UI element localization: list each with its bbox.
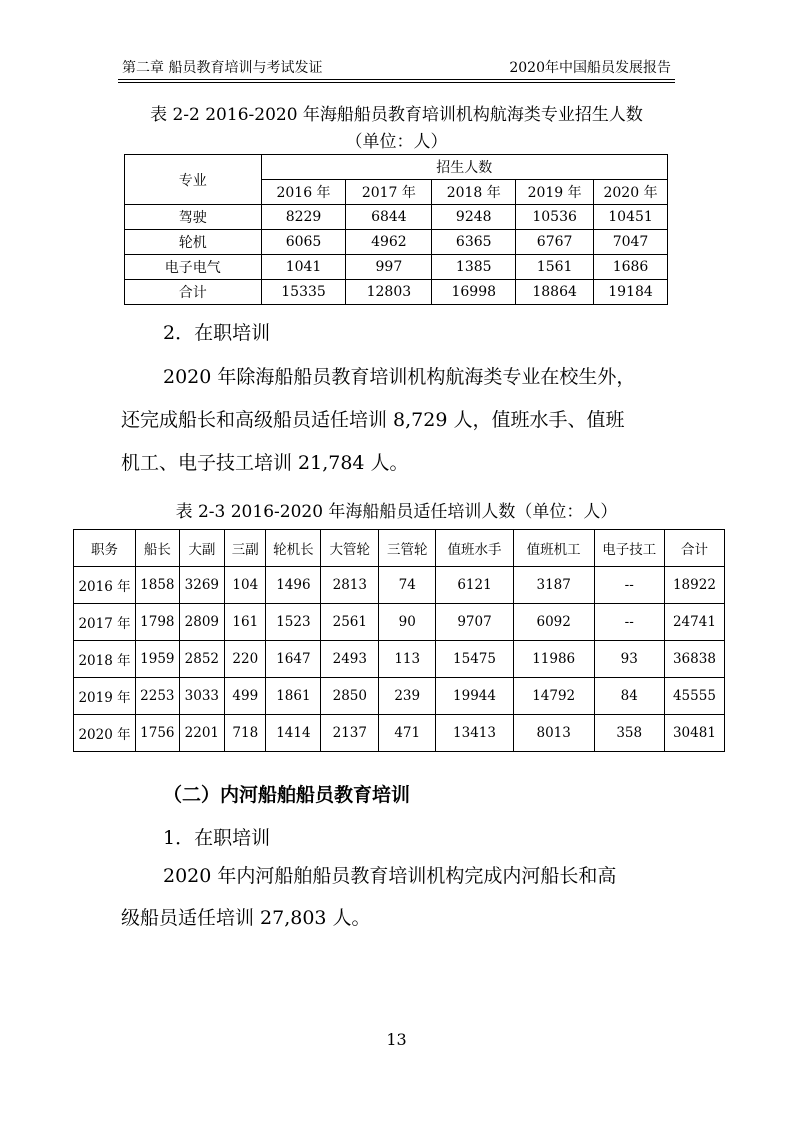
competency-training-table	[73, 529, 725, 752]
table-row	[125, 205, 668, 230]
data-cell: 161	[225, 604, 266, 641]
data-cell: 36838	[664, 641, 724, 678]
data-cell: 2852	[179, 641, 225, 678]
data-cell: 9707	[436, 604, 514, 641]
table22-unit: （单位：人）	[345, 132, 448, 152]
table-row	[125, 230, 668, 255]
data-cell: 1385	[432, 255, 516, 280]
data-cell: 1858	[136, 567, 179, 604]
data-cell: 1798	[136, 604, 179, 641]
data-cell: 499	[225, 678, 266, 715]
data-cell: 1523	[266, 604, 321, 641]
paragraph-line: 2020 年除海船船员教育培训机构航海类专业在校生外，	[163, 366, 636, 388]
data-cell: 718	[225, 715, 266, 752]
row-label: 轮机	[125, 230, 262, 255]
data-cell: 6121	[436, 567, 514, 604]
data-cell: 4962	[346, 230, 432, 255]
data-cell: 8229	[261, 205, 346, 230]
running-header-chapter: 第二章 船员教育培训与考试发证	[122, 60, 323, 76]
data-cell: 3033	[179, 678, 225, 715]
table-row	[74, 604, 725, 641]
data-cell: 10536	[516, 205, 594, 230]
header-rule-thin	[118, 82, 675, 83]
table-header-row	[74, 530, 725, 567]
table-total-row	[125, 280, 668, 305]
data-cell: 11986	[513, 641, 594, 678]
data-cell: 471	[379, 715, 436, 752]
data-cell: 19184	[594, 280, 668, 305]
data-cell: 239	[379, 678, 436, 715]
data-cell: 6092	[513, 604, 594, 641]
data-cell: 6065	[261, 230, 346, 255]
data-cell: 8013	[513, 715, 594, 752]
data-cell: 1861	[266, 678, 321, 715]
section-heading-inservice-inland: 1．在职培训	[163, 827, 271, 849]
data-cell: 12803	[346, 280, 432, 305]
header-cell: 大副	[179, 530, 225, 567]
data-cell: 1959	[136, 641, 179, 678]
data-cell: 2020 年	[74, 715, 136, 752]
data-cell: 84	[594, 678, 664, 715]
data-cell: 1756	[136, 715, 179, 752]
data-cell: --	[594, 567, 664, 604]
data-cell: --	[594, 604, 664, 641]
header-cell: 三副	[225, 530, 266, 567]
data-cell: 1686	[594, 255, 668, 280]
data-cell: 6365	[432, 230, 516, 255]
running-header-report: 2020年中国船员发展报告	[509, 60, 671, 76]
data-cell: 1496	[266, 567, 321, 604]
header-cell: 值班机工	[513, 530, 594, 567]
data-cell: 18864	[516, 280, 594, 305]
row-label: 电子电气	[125, 255, 262, 280]
paragraph-line: 2020 年内河船舶船员教育培训机构完成内河船长和高	[163, 865, 617, 887]
header-cell: 三管轮	[379, 530, 436, 567]
data-cell: 6844	[346, 205, 432, 230]
year-cell: 2018 年	[432, 180, 516, 205]
header-cell: 职务	[74, 530, 136, 567]
header-cell-enrollment: 招生人数	[261, 155, 667, 180]
data-cell: 1041	[261, 255, 346, 280]
table23-caption: 表 2-3 2016-2020 年海船船员适任培训人数（单位：人）	[175, 502, 618, 522]
data-cell: 1561	[516, 255, 594, 280]
data-cell: 113	[379, 641, 436, 678]
data-cell: 3187	[513, 567, 594, 604]
data-cell: 15335	[261, 280, 346, 305]
table-row	[74, 567, 725, 604]
data-cell: 104	[225, 567, 266, 604]
header-cell: 船长	[136, 530, 179, 567]
data-cell: 9248	[432, 205, 516, 230]
table-row	[74, 678, 725, 715]
section-heading-inservice: 2．在职培训	[163, 322, 271, 344]
data-cell: 358	[594, 715, 664, 752]
year-cell: 2017 年	[346, 180, 432, 205]
table-row	[74, 641, 725, 678]
paragraph-line: 级船员适任培训 27,803 人。	[121, 907, 371, 929]
data-cell: 997	[346, 255, 432, 280]
header-cell-major: 专业	[125, 155, 262, 205]
section-heading-inland: （二）内河船舶船员教育培训	[163, 784, 411, 806]
data-cell: 2201	[179, 715, 225, 752]
data-cell: 6767	[516, 230, 594, 255]
data-cell: 2018 年	[74, 641, 136, 678]
data-cell: 14792	[513, 678, 594, 715]
data-cell: 2137	[321, 715, 379, 752]
data-cell: 2017 年	[74, 604, 136, 641]
header-rule	[118, 79, 675, 80]
header-cell: 值班水手	[436, 530, 514, 567]
year-cell: 2016 年	[261, 180, 346, 205]
data-cell: 2016 年	[74, 567, 136, 604]
table-header-row	[125, 155, 668, 180]
data-cell: 7047	[594, 230, 668, 255]
data-cell: 220	[225, 641, 266, 678]
paragraph-line: 机工、电子技工培训 21,784 人。	[121, 452, 409, 474]
header-cell: 大管轮	[321, 530, 379, 567]
data-cell: 2493	[321, 641, 379, 678]
data-cell: 10451	[594, 205, 668, 230]
data-cell: 13413	[436, 715, 514, 752]
header-cell: 轮机长	[266, 530, 321, 567]
data-cell: 24741	[664, 604, 724, 641]
row-label: 驾驶	[125, 205, 262, 230]
row-label: 合计	[125, 280, 262, 305]
year-cell: 2019 年	[516, 180, 594, 205]
data-cell: 2850	[321, 678, 379, 715]
data-cell: 2253	[136, 678, 179, 715]
table22-caption: 表 2-2 2016-2020 年海船船员教育培训机构航海类专业招生人数	[150, 105, 643, 125]
data-cell: 2019 年	[74, 678, 136, 715]
header-cell: 电子技工	[594, 530, 664, 567]
data-cell: 30481	[664, 715, 724, 752]
data-cell: 1647	[266, 641, 321, 678]
data-cell: 2561	[321, 604, 379, 641]
data-cell: 15475	[436, 641, 514, 678]
data-cell: 2809	[179, 604, 225, 641]
year-cell: 2020 年	[594, 180, 668, 205]
data-cell: 93	[594, 641, 664, 678]
data-cell: 45555	[664, 678, 724, 715]
paragraph-line: 还完成船长和高级船员适任培训 8,729 人，值班水手、值班	[121, 409, 625, 431]
data-cell: 16998	[432, 280, 516, 305]
page-number: 13	[386, 1030, 407, 1049]
data-cell: 18922	[664, 567, 724, 604]
data-cell: 74	[379, 567, 436, 604]
data-cell: 2813	[321, 567, 379, 604]
data-cell: 90	[379, 604, 436, 641]
table-row	[74, 715, 725, 752]
enrollment-table	[124, 154, 668, 305]
data-cell: 19944	[436, 678, 514, 715]
header-cell: 合计	[664, 530, 724, 567]
table-row	[125, 255, 668, 280]
data-cell: 3269	[179, 567, 225, 604]
data-cell: 1414	[266, 715, 321, 752]
